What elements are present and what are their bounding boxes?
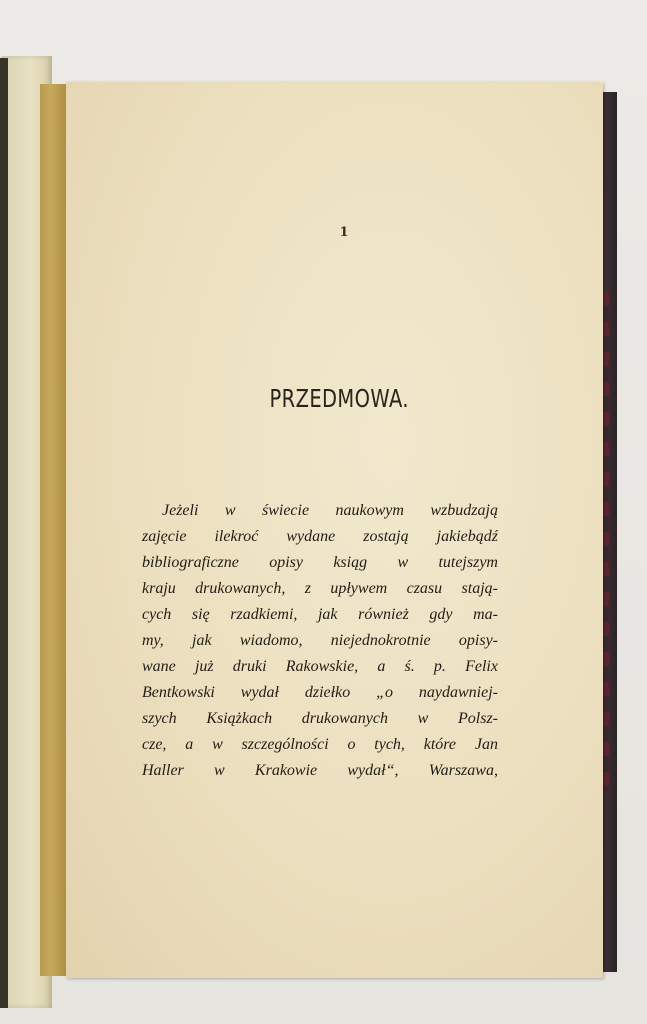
word: kraju — [142, 580, 176, 597]
word: Jeżeli — [162, 502, 199, 519]
word: jakiebądź — [436, 528, 498, 545]
word: ma- — [473, 606, 498, 623]
word: już — [194, 658, 214, 675]
page-number: 1 — [339, 225, 349, 240]
word: szych — [142, 710, 177, 727]
word: również — [358, 606, 409, 623]
word: w — [214, 762, 225, 779]
word: rzadkiemi, — [230, 606, 298, 623]
word: jak — [317, 606, 338, 623]
word: w — [212, 736, 223, 753]
word: Warszawa, — [428, 762, 498, 779]
word: zajęcie — [142, 528, 187, 545]
word: bibliograficzne — [142, 554, 239, 571]
word: stają- — [461, 580, 498, 597]
text-line — [142, 576, 498, 602]
word: p. — [433, 658, 446, 675]
word: wydał — [240, 684, 279, 701]
book-page — [66, 82, 603, 978]
word: Haller — [142, 762, 184, 779]
word: „o — [376, 684, 393, 701]
text-line — [142, 732, 498, 758]
word: tych, — [374, 736, 405, 753]
word: a — [377, 658, 386, 675]
word: Bentkowski — [142, 684, 215, 701]
word: Felix — [465, 658, 498, 675]
word: a — [185, 736, 194, 753]
left-cover-edge — [0, 58, 8, 1008]
page-title: PRZEDMOWA. — [269, 384, 409, 413]
text-line — [142, 498, 498, 524]
word: wane — [142, 658, 176, 675]
word: świecie — [261, 502, 310, 519]
text-line — [142, 524, 498, 550]
word: Książkach — [206, 710, 273, 727]
word: ksiąg — [333, 554, 368, 571]
word: się — [191, 606, 210, 623]
text-line — [142, 654, 498, 680]
word: opisy — [269, 554, 303, 571]
word: jak — [192, 632, 212, 649]
word: drukowanych — [301, 710, 388, 727]
word: zostają — [363, 528, 409, 545]
word: Jan — [474, 736, 498, 753]
body-text — [142, 498, 498, 784]
word: opisy- — [458, 632, 498, 649]
word: w — [397, 554, 409, 571]
word: Rakowskie, — [285, 658, 359, 675]
word: wydane — [286, 528, 336, 545]
word: wiadomo, — [239, 632, 303, 649]
word: my, — [142, 632, 164, 649]
page-gutter — [40, 84, 66, 976]
word: Krakowie — [254, 762, 318, 779]
text-line — [142, 628, 498, 654]
word: czasu — [406, 580, 443, 597]
word: Polsz- — [458, 710, 498, 727]
word: upływem — [330, 580, 388, 597]
word: które — [423, 736, 457, 753]
word: drukowanych, — [195, 580, 286, 597]
word: naukowym — [335, 502, 404, 519]
word: w — [224, 502, 236, 519]
text-line — [142, 758, 498, 784]
word: wzbudzają — [430, 502, 498, 519]
text-line — [142, 602, 498, 628]
word: wydał“, — [347, 762, 399, 779]
text-line — [142, 706, 498, 732]
word: ilekroć — [214, 528, 259, 545]
word: druki — [232, 658, 267, 675]
word: niejednokrotnie — [330, 632, 431, 649]
word: ś. — [404, 658, 415, 675]
word: o — [347, 736, 356, 753]
word: tutejszym — [438, 554, 498, 571]
word: dziełko — [304, 684, 351, 701]
word: gdy — [429, 606, 453, 623]
word: w — [417, 710, 429, 727]
word: z — [304, 580, 311, 597]
text-line — [142, 680, 498, 706]
text-line — [142, 550, 498, 576]
word: szczególności — [241, 736, 329, 753]
word: naydawniej- — [418, 684, 498, 701]
word: cych — [142, 606, 172, 623]
word: cze, — [142, 736, 167, 753]
